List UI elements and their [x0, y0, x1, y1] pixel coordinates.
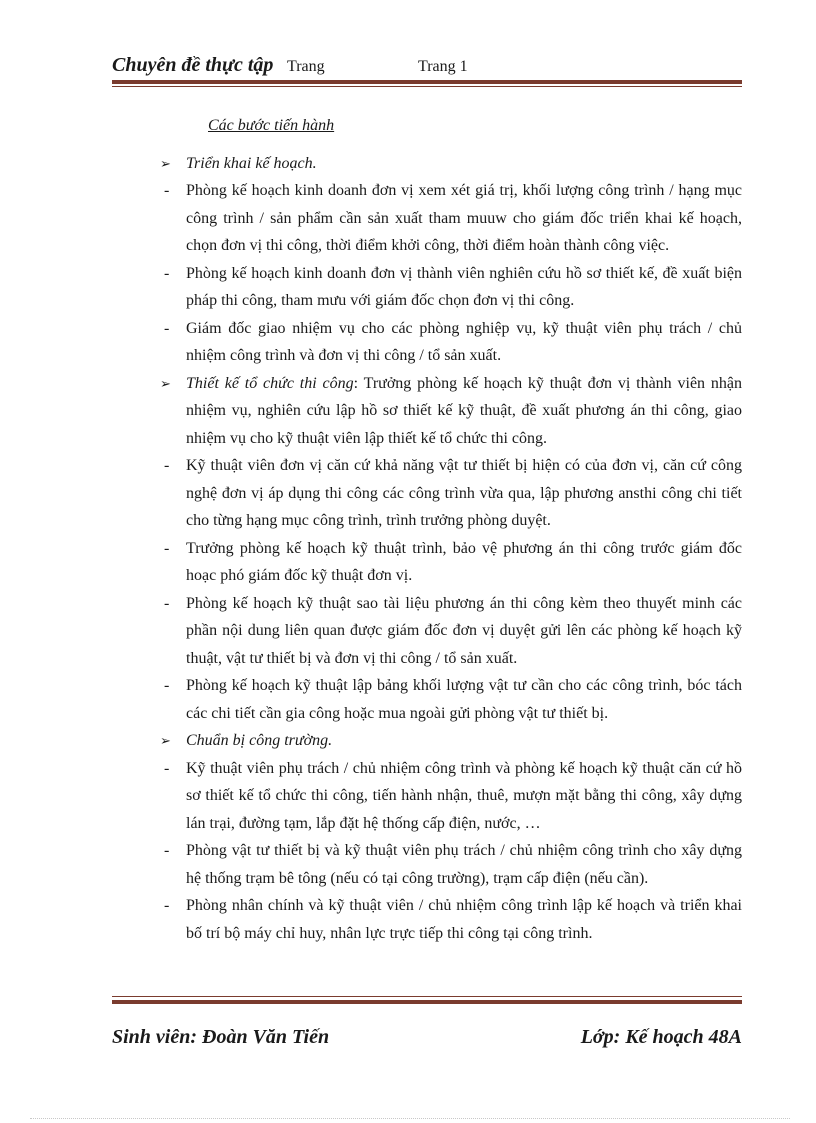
- list-item: [160, 672, 742, 727]
- item-text: Phòng kế hoạch kỹ thuật lập bảng khối lượng vật tư cần cho các công trình, bóc tách các chi tiết cần gia công hoặc mua ngoài gửi phòng vật tư thiết bị.: [186, 677, 742, 722]
- section-heading-item: [160, 370, 742, 453]
- item-text: Phòng kế hoạch kinh doanh đơn vị thành viên nghiên cứu hồ sơ thiết kế, đề xuất biện pháp thi công, tham mưu với giám đốc chọn đơn vị thi công.: [186, 264, 742, 309]
- page-footer: [112, 1026, 742, 1056]
- page-header: [112, 52, 742, 82]
- footer-student: Sinh viên: Đoàn Văn Tiến: [112, 1026, 330, 1048]
- arrow-bullet-icon: ➢: [160, 733, 171, 748]
- list-item: [160, 260, 742, 315]
- item-text: Giám đốc giao nhiệm vụ cho các phòng nghiệp vụ, kỹ thuật viên phụ trách / chủ nhiệm công trình và đơn vị thi công / tổ sản xuất.: [186, 319, 742, 364]
- page-break-divider: [30, 1118, 790, 1119]
- dash-bullet: -: [164, 182, 170, 199]
- item-text: Trưởng phòng kế hoạch kỹ thuật trình, bảo vệ phương án thi công trước giám đốc hoạc phó giám đốc kỹ thuật đơn vị.: [186, 539, 742, 584]
- header-rule-thick: [112, 80, 742, 84]
- list-item: [160, 177, 742, 260]
- item-text: Kỹ thuật viên đơn vị căn cứ khả năng vật tư thiết bị hiện có của đơn vị, căn cứ công nghệ đơn vị áp dụng thi công các công trình vừa qua, lập phương ansthi công chi tiết cho từng hạng mục công trình, trình trưởng phòng duyệt.: [186, 457, 742, 529]
- header-rule-thin: [112, 86, 742, 87]
- item-text: Phòng vật tư thiết bị và kỹ thuật viên phụ trách / chủ nhiệm công trình cho xây dựng hệ thống trạm bê tông (nếu có tại công trường), trạm cấp điện (nếu cần).: [186, 842, 742, 887]
- dash-bullet: -: [164, 759, 170, 777]
- header-title: Chuyên đề thực tập: [112, 54, 274, 76]
- item-text: : Trưởng phòng kế hoạch kỹ thuật đơn vị thành viên nhận nhiệm vụ, nghiên cứu lập hồ sơ thiết kế kỹ thuật, đề xuất phương án thi công, giao nhiệm vụ cho kỹ thuật viên lập thiết kế tổ chức thi công.: [186, 374, 742, 447]
- list-item: [160, 452, 742, 535]
- list-item: [160, 837, 742, 892]
- dash-bullet: -: [164, 842, 170, 859]
- dash-bullet: -: [164, 594, 170, 612]
- list-item: [160, 590, 742, 673]
- list-item: [160, 755, 742, 838]
- arrow-bullet-icon: ➢: [160, 375, 171, 391]
- item-text: Phòng kế hoạch kỹ thuật sao tài liệu phương án thi công kèm theo thuyết minh các phần nội dung liên quan được giám đốc đơn vị duyệt gửi lên các phòng kế hoạch kỹ thuật, vật tư thiết bị và đơn vị thi công / tổ sản xuất.: [186, 594, 742, 667]
- dash-bullet: -: [164, 677, 170, 694]
- dash-bullet: -: [164, 457, 170, 474]
- item-text: Phòng nhân chính và kỹ thuật viên / chủ nhiệm công trình lập kế hoạch và triển khai bố trí bộ máy chỉ huy, nhân lực trực tiếp thi công tại công trình.: [186, 897, 742, 942]
- dash-bullet: -: [164, 897, 170, 914]
- dash-bullet: -: [164, 539, 170, 557]
- list-item: [160, 892, 742, 947]
- list-item: [160, 535, 742, 590]
- item-heading: Chuẩn bị công trường.: [186, 732, 333, 749]
- item-heading: Triển khai kế hoạch.: [186, 154, 317, 172]
- section-title: Các bước tiến hành: [208, 117, 335, 134]
- item-heading: Thiết kế tổ chức thi công: [186, 374, 354, 392]
- footer-rule-thick: [112, 1000, 742, 1004]
- item-list: [160, 150, 742, 948]
- dash-bullet: -: [164, 319, 170, 337]
- header-page-word: Trang: [287, 58, 325, 75]
- list-item: [160, 315, 742, 370]
- header-page-number: Trang 1: [418, 58, 468, 75]
- section-heading-item: [160, 727, 742, 755]
- footer-rule-thin: [112, 996, 742, 997]
- arrow-bullet-icon: ➢: [160, 155, 171, 171]
- section-heading-item: [160, 150, 742, 178]
- item-text: Phòng kế hoạch kinh doanh đơn vị xem xét giá trị, khối lượng công trình / hạng mục công trình / sản phẩm cần sản xuất tham muuw cho giám đốc triển khai kế hoạch, chọn đơn vị thi công, thời điểm khởi công, thời điểm hoàn thành công việc.: [186, 182, 742, 254]
- document-body: [160, 112, 742, 947]
- footer-class: Lớp: Kế hoạch 48A: [580, 1026, 742, 1048]
- dash-bullet: -: [164, 264, 170, 282]
- item-text: Kỹ thuật viên phụ trách / chủ nhiệm công trình và phòng kế hoạch kỹ thuật căn cứ hồ sơ thiết kế tổ chức thi công, tiến hành nhận, thuê, mượn mặt bằng thi công, xây dựng lán trại, đường tạm, lắp đặt hệ thống cấp điện, nước, …: [186, 759, 742, 832]
